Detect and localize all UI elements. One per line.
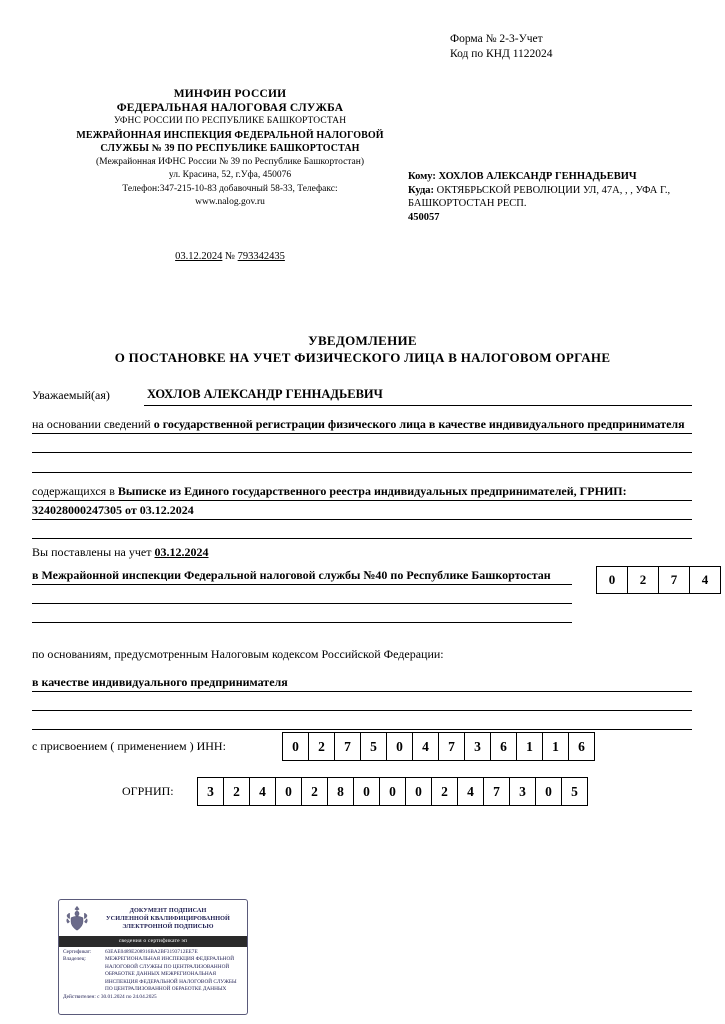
ogrnip-digit: 0 <box>535 777 562 806</box>
document-date: 03.12.2024 <box>175 251 223 262</box>
basis-prefix: на основании сведений <box>32 417 154 431</box>
stamp-validity-value: с 30.01.2024 по 24.04.2025 <box>97 994 157 1001</box>
knd-code: Код по КНД 1122024 <box>450 48 553 60</box>
ogrnip-digit: 0 <box>353 777 380 806</box>
authority-rule-2 <box>32 603 572 604</box>
stamp-validity-row <box>63 993 243 1001</box>
region-code-digit: 2 <box>627 566 659 594</box>
ogrnip-digit: 5 <box>561 777 588 806</box>
contained-paragraph <box>32 482 692 520</box>
ogrnip-label: ОГРНИП: <box>122 784 174 798</box>
inn-digit: 2 <box>308 732 335 761</box>
inn-label: с присвоением ( применением ) ИНН: <box>32 739 226 753</box>
inspection-short-name: (Межрайонная ИФНС России № 39 по Республике Башкортостан) <box>95 156 365 167</box>
region-code-boxes <box>596 566 721 594</box>
inn-digit: 6 <box>568 732 595 761</box>
ogrnip-digit: 0 <box>275 777 302 806</box>
inn-digit: 0 <box>386 732 413 761</box>
greeting-person-name: ХОХЛОВ АЛЕКСАНДР ГЕННАДЬЕВИЧ <box>144 387 692 406</box>
inn-digit: 1 <box>542 732 569 761</box>
ogrnip-digit: 2 <box>301 777 328 806</box>
ogrnip-digit: 3 <box>509 777 536 806</box>
stamp-owner-label: Владелец: <box>63 956 86 963</box>
authority-paragraph <box>32 566 572 585</box>
addressee-address: ОКТЯБРЬСКОЙ РЕВОЛЮЦИИ УЛ, 47А, , , УФА Г., БАШКОРТОСТАН РЕСП. <box>408 184 671 209</box>
inn-digit: 1 <box>516 732 543 761</box>
coat-of-arms-icon <box>62 903 92 935</box>
contained-blank-rule <box>32 538 692 539</box>
grounds-paragraph <box>32 645 692 664</box>
title-line-1: УВЕДОМЛЕНИЕ <box>308 333 417 348</box>
ogrnip-digit: 4 <box>457 777 484 806</box>
region-code-digit: 4 <box>689 566 721 594</box>
addressee-postal-code: 450057 <box>408 211 440 223</box>
basis-rule-1 <box>32 433 692 434</box>
basis-rule-2 <box>32 452 692 453</box>
contained-value: Выписке из Единого государственного реестра индивидуальных предпринимателей, ГРНИП: 324028000247305 от 03.12.2024 <box>32 484 627 517</box>
addressee-to-label: Кому: <box>408 171 436 182</box>
registered-prefix: Вы поставлены на учет <box>32 545 155 559</box>
stamp-certificate-details <box>59 947 247 1004</box>
inspection-name: МЕЖРАЙОННАЯ ИНСПЕКЦИЯ ФЕДЕРАЛЬНОЙ НАЛОГОВОЙ СЛУЖБЫ № 39 ПО РЕСПУБЛИКЕ БАШКОРТОСТАН <box>76 129 384 154</box>
registration-paragraph <box>32 543 692 562</box>
stamp-cert-value: 63EAE0489E208916BA2BF3193712EE7E <box>105 949 198 955</box>
ogrnip-boxes <box>197 777 588 806</box>
ogrnip-digit: 0 <box>379 777 406 806</box>
inn-digit: 3 <box>464 732 491 761</box>
contained-rule-2 <box>32 519 692 520</box>
document-reference <box>60 251 400 262</box>
stamp-heading <box>92 907 244 932</box>
stamp-heading-line-2: УСИЛЕННОЙ КВАЛИФИЦИРОВАННОЙ <box>106 914 230 922</box>
addressee-where-label: Куда: <box>408 184 434 196</box>
stamp-owner-value: МЕЖРЕГИОНАЛЬНАЯ ИНСПЕКЦИЯ ФЕДЕРАЛЬНОЙ НАЛОГОВОЙ СЛУЖБЫ ПО ЦЕНТРАЛИЗОВАННОЙ ОБРАБОТКЕ ДАННЫХ МЕЖРЕГИОНАЛЬНАЯ ИНСПЕКЦИЯ ФЕДЕРАЛЬНОЙ НАЛОГОВОЙ СЛУЖБЫ ПО ЦЕНТРАЛИЗОВАННОЙ ОБРАБОТКЕ ДАННЫХ <box>105 956 237 993</box>
authority-blank-rule-1 <box>32 622 572 623</box>
addressee-name: ХОХЛОВ АЛЕКСАНДР ГЕННАДЬЕВИЧ <box>438 171 637 182</box>
greeting-row <box>32 387 692 407</box>
registration-date: 03.12.2024 <box>154 545 209 559</box>
ogrnip-digit: 7 <box>483 777 510 806</box>
addressee-to-line <box>408 170 698 184</box>
grounds-text: по основаниям, предусмотренным Налоговым кодексом Российской Федерации: <box>32 647 444 661</box>
ogrnip-digit: 3 <box>197 777 224 806</box>
federal-tax-service-name: ФЕДЕРАЛЬНАЯ НАЛОГОВАЯ СЛУЖБА <box>116 101 344 114</box>
document-number: 793342435 <box>237 251 285 262</box>
inn-boxes <box>282 732 595 761</box>
basis-value: о государственной регистрации физического лица в качестве индивидуального предпринимателя <box>153 417 685 431</box>
stamp-heading-line-1: ДОКУМЕНТ ПОДПИСАН <box>129 906 207 914</box>
region-code-digit: 7 <box>658 566 690 594</box>
number-sign: № <box>224 251 236 262</box>
form-number: Форма № 2-3-Учет <box>450 33 543 45</box>
form-code-block <box>450 32 690 62</box>
ogrnip-digit: 8 <box>327 777 354 806</box>
inn-digit: 7 <box>334 732 361 761</box>
stamp-validity-label: Действителен: <box>63 994 96 1001</box>
capacity-rule-1 <box>32 691 692 692</box>
ogrnip-digit: 4 <box>249 777 276 806</box>
office-website: www.nalog.gov.ru <box>195 197 265 207</box>
stamp-cert-label: Сертификат: <box>63 949 92 955</box>
region-code-digit: 0 <box>596 566 628 594</box>
basis-paragraph <box>32 415 692 434</box>
greeting-label: Уважаемый(ая) <box>32 388 110 402</box>
ogrnip-digit: 2 <box>431 777 458 806</box>
inn-digit: 7 <box>438 732 465 761</box>
contained-prefix: содержащихся в <box>32 484 118 498</box>
inn-digit: 5 <box>360 732 387 761</box>
page-title <box>30 332 695 366</box>
stamp-owner-row <box>63 956 243 993</box>
basis-blank-rule <box>32 472 692 473</box>
office-phone: Телефон:347-215-10-83 добавочный 58-33, Телефакс: <box>122 183 338 194</box>
stamp-certificate-bar: сведения о сертификате эп <box>59 936 247 947</box>
title-line-2: О ПОСТАНОВКЕ НА УЧЕТ ФИЗИЧЕСКОГО ЛИЦА В НАЛОГОВОМ ОРГАНЕ <box>114 350 611 365</box>
ogrnip-digit: 2 <box>223 777 250 806</box>
capacity-blank-rule-1 <box>32 710 692 711</box>
capacity-paragraph <box>32 673 692 692</box>
capacity-blank-rule-2 <box>32 729 692 730</box>
digital-signature-stamp <box>58 899 248 1015</box>
tax-authority-letterhead <box>60 88 400 210</box>
capacity-value: в качестве индивидуального предпринимателя <box>32 675 288 689</box>
authority-rule-1 <box>32 584 572 585</box>
ministry-name: МИНФИН РОССИИ <box>173 88 287 100</box>
office-address: ул. Красина, 52, г.Уфа, 450076 <box>168 170 292 180</box>
contained-rule-1 <box>32 500 692 501</box>
inn-digit: 6 <box>490 732 517 761</box>
inn-digit: 4 <box>412 732 439 761</box>
addressee-block <box>408 170 698 224</box>
stamp-header <box>59 900 247 936</box>
stamp-heading-line-3: ЭЛЕКТРОННОЙ ПОДПИСЬЮ <box>122 923 214 931</box>
ogrnip-digit: 0 <box>405 777 432 806</box>
regional-office-name: УФНС РОССИИ ПО РЕСПУБЛИКЕ БАШКОРТОСТАН <box>113 116 347 126</box>
inn-digit: 0 <box>282 732 309 761</box>
authority-value: в Межрайонной инспекции Федеральной налоговой службы №40 по Республике Башкортостан <box>32 568 551 582</box>
addressee-where-line <box>408 184 698 211</box>
